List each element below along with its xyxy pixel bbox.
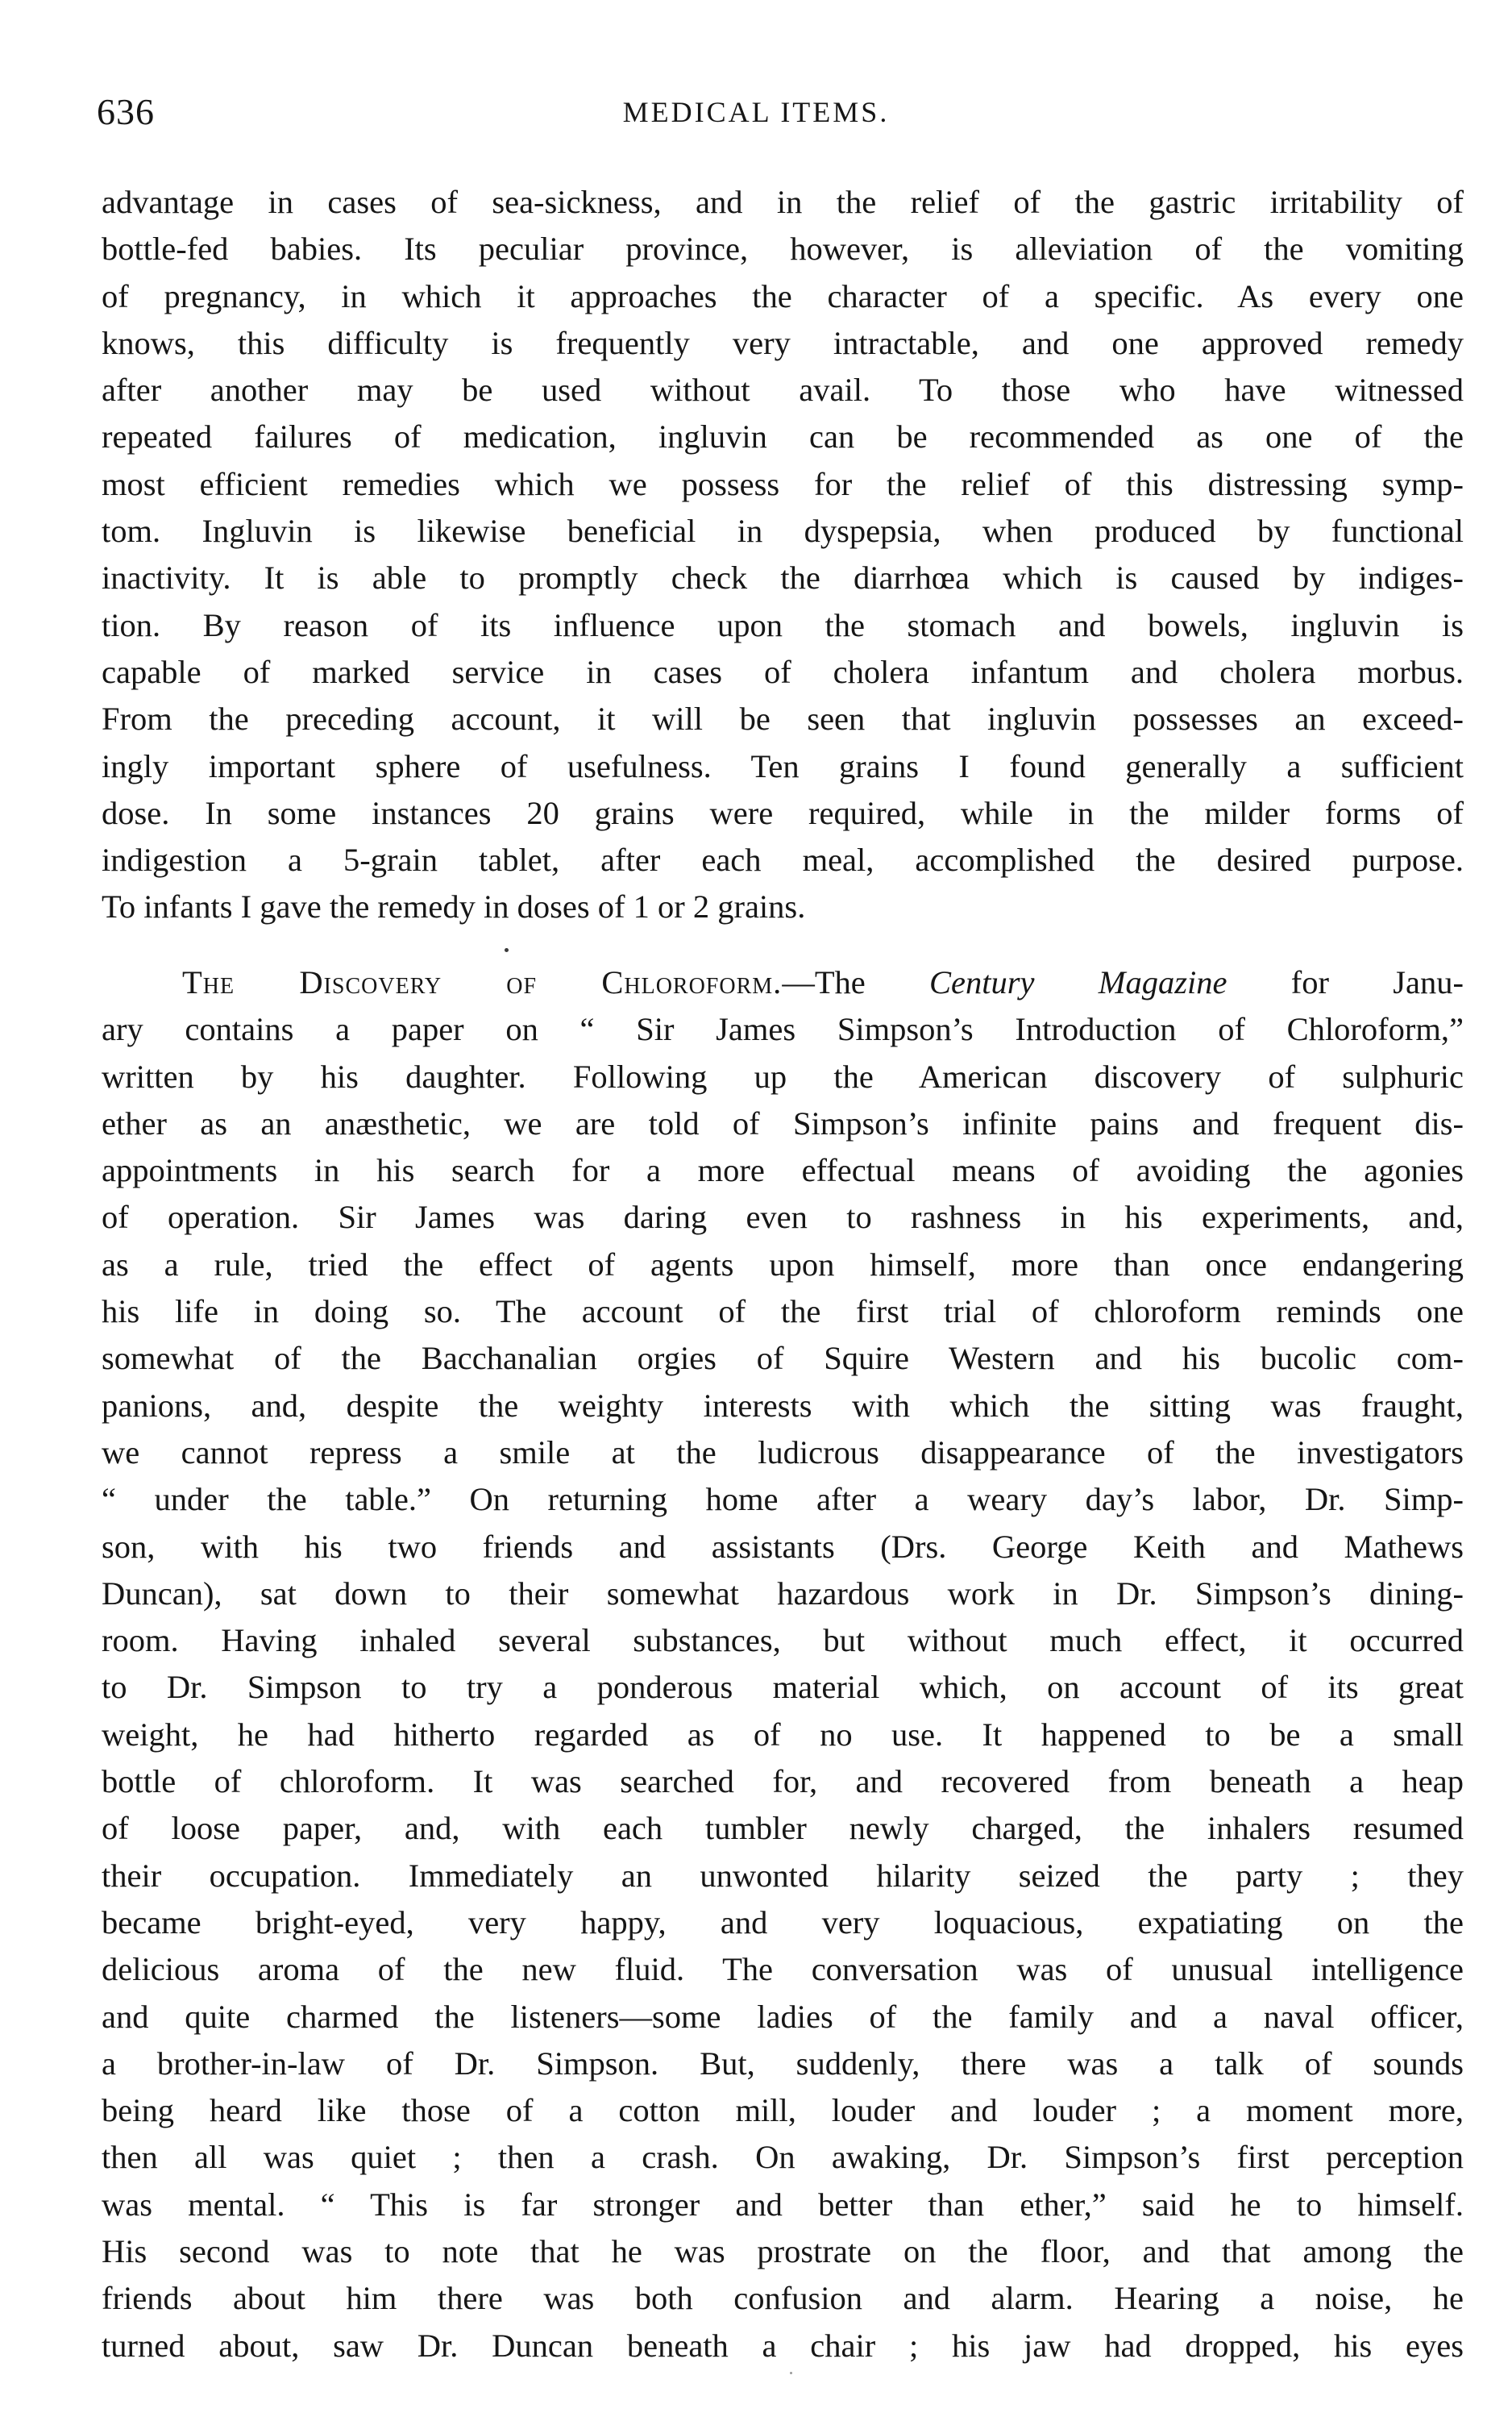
section-divider-dot bbox=[505, 948, 509, 952]
text-line: of pregnancy, in which it approaches the character of a specific. As every one bbox=[102, 277, 1464, 314]
text-line: of loose paper, and, with each tumbler newly charged, the inhalers resumed bbox=[102, 1810, 1464, 1847]
text-line: inactivity. It is able to promptly check the diarrhœa which is caused by indiges- bbox=[102, 559, 1464, 597]
text-line: tion. By reason of its influence upon the stomach and bowels, ingluvin is bbox=[102, 606, 1464, 643]
text-line: appointments in his search for a more effectual means of avoiding the agonies bbox=[102, 1152, 1464, 1189]
text-line: ingly important sphere of usefulness. Ten grains I found generally a sufficient bbox=[102, 747, 1464, 784]
text-line: knows, this difficulty is frequently very intractable, and one approved remedy bbox=[102, 324, 1464, 361]
text-line: and quite charmed the listeners—some ladies of the family and a naval officer, bbox=[102, 1998, 1464, 2035]
magazine-title: Century Magazine bbox=[929, 964, 1227, 1000]
text-line: his life in doing so. The account of the first trial of chloroform reminds one bbox=[102, 1293, 1464, 1330]
text-line: of operation. Sir James was daring even to rashness in his experiments, and, bbox=[102, 1199, 1464, 1236]
text-line: was mental. “ This is far stronger and better than ether,” said he to himself. bbox=[102, 2186, 1464, 2223]
text-line: bottle of chloroform. It was searched for, and recovered from beneath a heap bbox=[102, 1763, 1464, 1800]
page-speck bbox=[790, 2372, 792, 2374]
text-line: written by his daughter. Following up the American discovery of sulphuric bbox=[102, 1058, 1464, 1095]
text-line: we cannot repress a smile at the ludicrous disappearance of the investigators bbox=[102, 1433, 1464, 1470]
text-line: repeated failures of medication, ingluvin can be recommended as one of the bbox=[102, 418, 1464, 455]
text-line: delicious aroma of the new fluid. The conversation was of unusual intelligence bbox=[102, 1951, 1464, 1988]
text-line: turned about, saw Dr. Duncan beneath a chair ; his jaw had dropped, his eyes bbox=[102, 2327, 1464, 2364]
paragraph-chloroform bbox=[102, 959, 1464, 2369]
text-line bbox=[102, 959, 1464, 1006]
text-line: a brother-in-law of Dr. Simpson. But, suddenly, there was a talk of sounds bbox=[102, 2045, 1464, 2082]
text-line: indigestion a 5-grain tablet, after each meal, accomplished the desired purpose. bbox=[102, 842, 1464, 879]
text-line: advantage in cases of sea-sickness, and in the relief of the gastric irritability of bbox=[102, 184, 1464, 220]
text-line: their occupation. Immediately an unwonted hilarity seized the party ; they bbox=[102, 1857, 1464, 1894]
text-line: Duncan), sat down to their somewhat hazardous work in Dr. Simpson’s dining- bbox=[102, 1574, 1464, 1612]
text-line: panions, and, despite the weighty interests with which the sitting was fraught, bbox=[102, 1387, 1464, 1424]
text-line: most efficient remedies which we possess for the relief of this distressing symp- bbox=[102, 465, 1464, 502]
text-line: weight, he had hitherto regarded as of no use. It happened to be a small bbox=[102, 1716, 1464, 1753]
text-line: being heard like those of a cotton mill, louder and louder ; a moment more, bbox=[102, 2092, 1464, 2129]
text-line: somewhat of the Bacchanalian orgies of Squire Western and his bucolic com- bbox=[102, 1340, 1464, 1377]
text-line: dose. In some instances 20 grains were required, while in the milder forms of bbox=[102, 794, 1464, 831]
text-line: ether as an anæsthetic, we are told of Simpson’s infinite pains and frequent dis- bbox=[102, 1104, 1464, 1142]
text-line: then all was quiet ; then a crash. On awaking, Dr. Simpson’s first perception bbox=[102, 2139, 1464, 2176]
text-line: ary contains a paper on “ Sir James Simpson’s Introduction of Chloroform,” bbox=[102, 1011, 1464, 1048]
page-number: 636 bbox=[97, 91, 155, 132]
text-line: “ under the table.” On returning home after a weary day’s labor, Dr. Simp- bbox=[102, 1481, 1464, 1518]
text-line: friends about him there was both confusion and alarm. Hearing a noise, he bbox=[102, 2280, 1464, 2317]
text-line: room. Having inhaled several substances, but without much effect, it occurred bbox=[102, 1622, 1464, 1659]
text-line: From the preceding account, it will be seen that ingluvin possesses an exceed- bbox=[102, 701, 1464, 738]
text-line: after another may be used without avail. To those who have witnessed bbox=[102, 372, 1464, 409]
text-fragment: for Janu- bbox=[1227, 964, 1464, 1000]
text-line: His second was to note that he was prostrate on the floor, and that among the bbox=[102, 2233, 1464, 2270]
running-head: MEDICAL ITEMS. bbox=[622, 96, 890, 128]
heading-dash: —The bbox=[782, 964, 930, 1000]
text-line: became bright-eyed, very happy, and very loquacious, expatiating on the bbox=[102, 1903, 1464, 1941]
text-line: son, with his two friends and assistants (Drs. George Keith and Mathews bbox=[102, 1528, 1464, 1565]
text-line: bottle-fed babies. Its peculiar province, however, is alleviation of the vomiting bbox=[102, 231, 1464, 268]
text-line: capable of marked service in cases of cholera infantum and cholera morbus. bbox=[102, 653, 1464, 690]
section-heading: The Discovery of Chloroform. bbox=[182, 964, 783, 1000]
paragraph-ingluvin bbox=[102, 179, 1464, 931]
text-line: as a rule, tried the effect of agents upon himself, more than once endangering bbox=[102, 1246, 1464, 1283]
text-line: tom. Ingluvin is likewise beneficial in dyspepsia, when produced by functional bbox=[102, 513, 1464, 550]
text-line: to Dr. Simpson to try a ponderous material which, on account of its great bbox=[102, 1669, 1464, 1706]
text-line: To infants I gave the remedy in doses of 1 or 2 grains. bbox=[102, 888, 806, 926]
